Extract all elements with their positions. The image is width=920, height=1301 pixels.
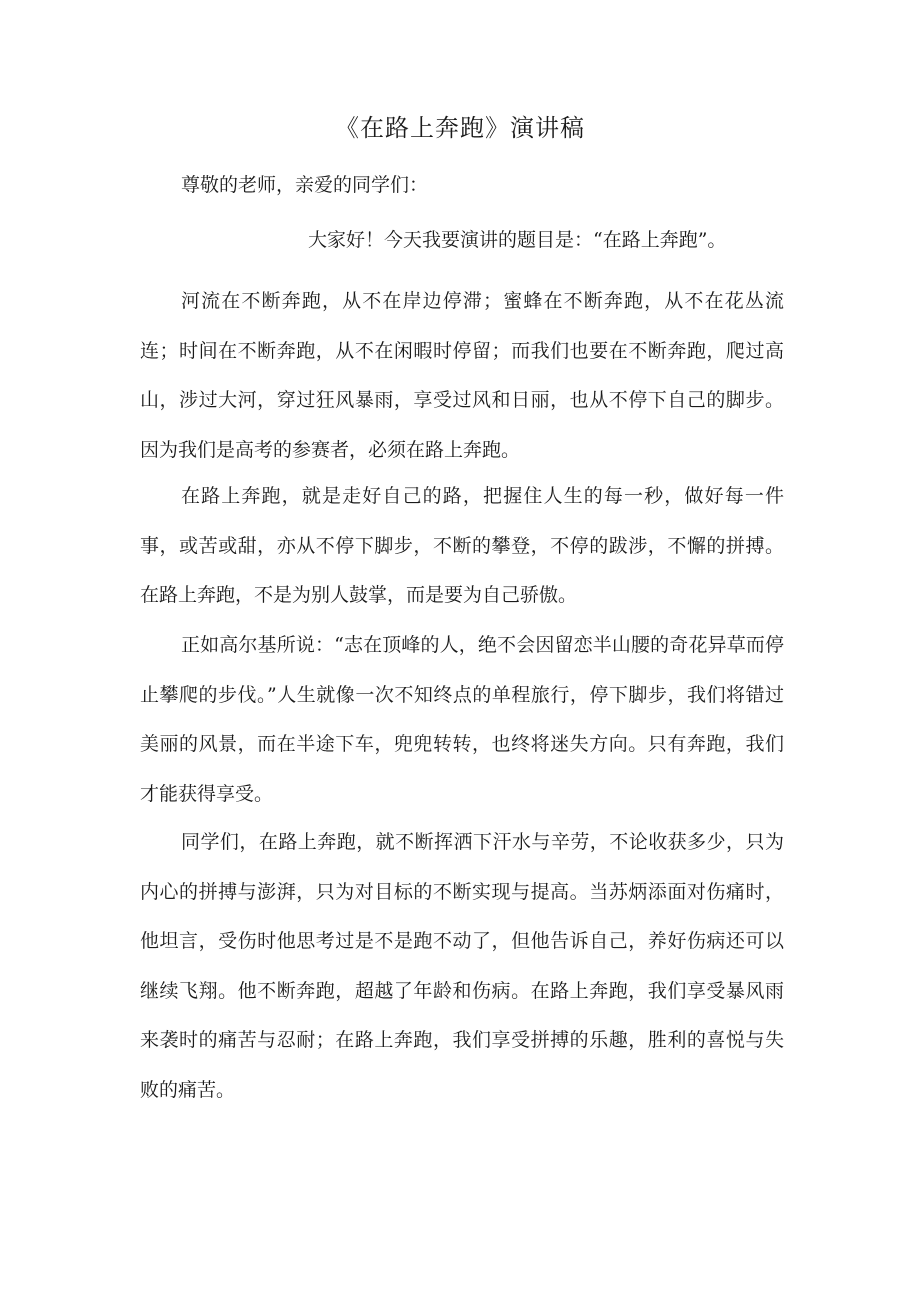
paragraph-2: 在路上奔跑，就是走好自己的路，把握住人生的每一秒，做好每一件事，或苦或甜，亦从不停下脚步，不断的攀登，不停的跋涉，不懈的拼搏。在路上奔跑，不是为别人鼓掌，而是要为自己骄傲。 <box>140 485 784 606</box>
opening-line: 大家好！今天我要演讲的题目是：“在路上奔跑”。 <box>308 229 727 251</box>
paragraph-1: 河流在不断奔跑，从不在岸边停滞；蜜蜂在不断奔跑，从不在花丛流连；时间在不断奔跑，从不在闲暇时停留；而我们也要在不断奔跑，爬过高山，涉过大河，穿过狂风暴雨，享受过风和日丽，也从不停下自己的脚步。因为我们是高考的参赛者，必须在路上奔跑。 <box>140 290 784 461</box>
greeting-line: 尊敬的老师，亲爱的同学们： <box>181 174 429 196</box>
paragraph-4: 同学们，在路上奔跑，就不断挥洒下汗水与辛劳，不论收获多少，只为内心的拼搏与澎湃，只为对目标的不断实现与提高。当苏炳添面对伤痛时，他坦言，受伤时他思考过是不是跑不动了，但他告诉自己，养好伤病还可以继续飞翔。他不断奔跑，超越了年龄和伤病。在路上奔跑，我们享受暴风雨来袭时的痛苦与忍耐；在路上奔跑，我们享受拼搏的乐趣，胜利的喜悦与失败的痛苦。 <box>140 831 784 1101</box>
paragraph-3: 正如高尔基所说：“志在顶峰的人，绝不会因留恋半山腰的奇花异草而停止攀爬的步伐。”人生就像一次不知终点的单程旅行，停下脚步，我们将错过美丽的风景，而在半途下车，兜兜转转，也终将迷失方向。只有奔跑，我们才能获得享受。 <box>140 634 784 805</box>
document-title: 《在路上奔跑》演讲稿 <box>335 114 585 142</box>
